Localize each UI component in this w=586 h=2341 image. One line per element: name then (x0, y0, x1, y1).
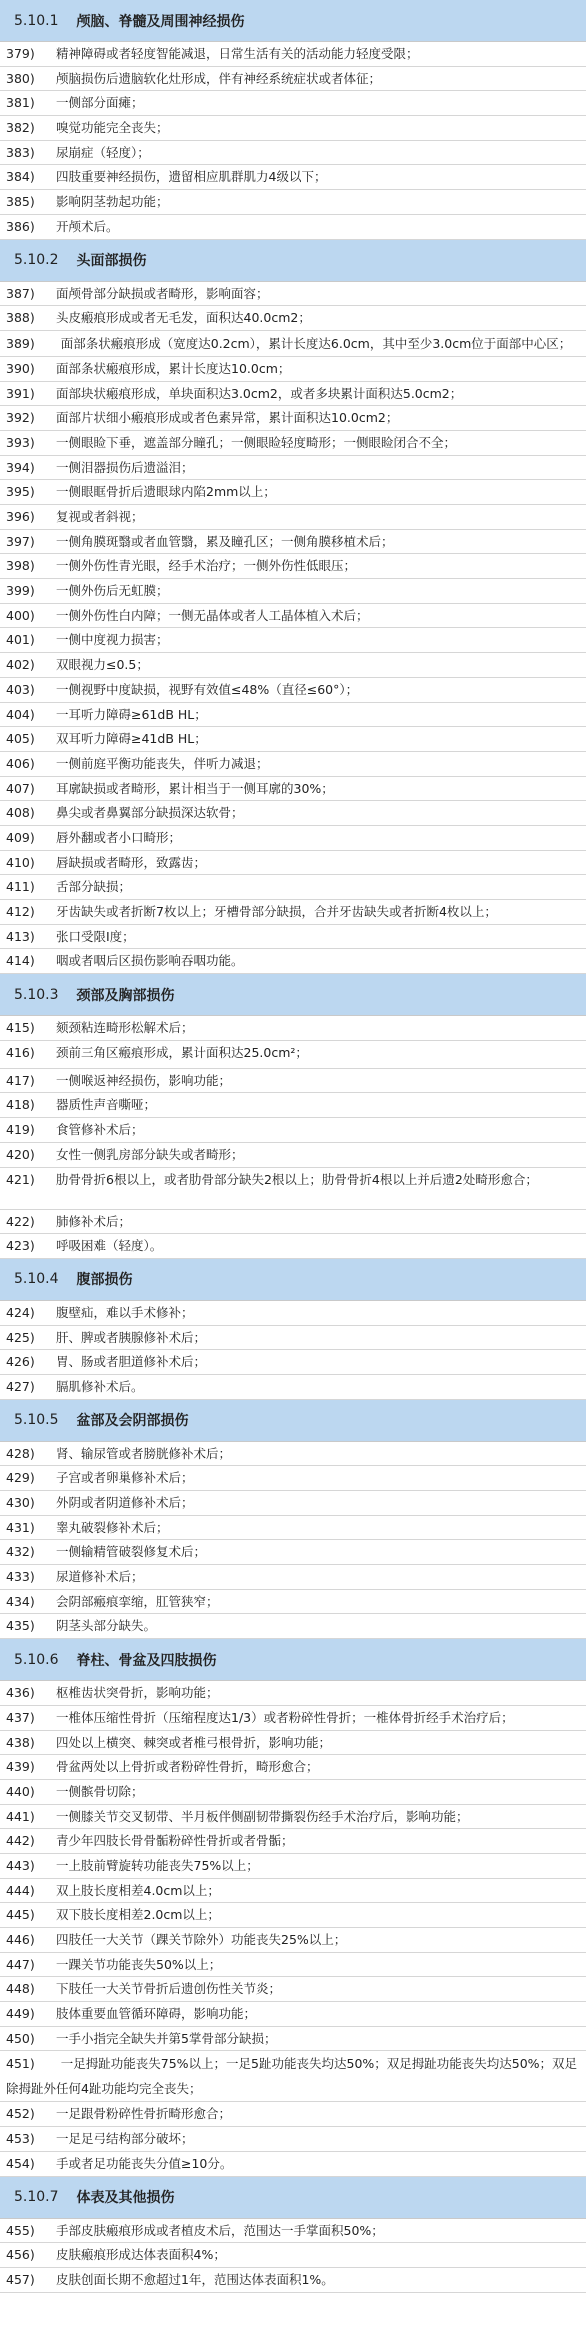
item-number: 425) (6, 1329, 35, 1345)
list-item (0, 851, 586, 876)
section-header (0, 2177, 586, 2219)
section-number: 5.10.1 (14, 12, 59, 29)
item-number: 428) (6, 1445, 35, 1461)
list-item (0, 653, 586, 678)
item-number: 429) (6, 1470, 35, 1486)
item-number: 418) (6, 1097, 35, 1113)
list-item (0, 1301, 586, 1326)
item-number: 437) (6, 1709, 35, 1725)
list-item (0, 1614, 586, 1639)
item-number: 416) (6, 1044, 35, 1060)
item-number: 411) (6, 879, 35, 895)
list-item (0, 530, 586, 555)
list-item (0, 1829, 586, 1854)
item-number: 414) (6, 953, 35, 969)
list-item (0, 357, 586, 382)
item-number: 421) (6, 1171, 35, 1187)
section-header (0, 240, 586, 282)
item-text: 下肢任一大关节骨折后遗创伤性关节炎； (56, 1981, 282, 1997)
item-number: 415) (6, 1020, 35, 1036)
item-text: 头皮瘢痕形成或者无毛发，面积达40.0cm2； (56, 310, 311, 326)
item-text: 外阴或者阴道修补术后； (56, 1495, 194, 1510)
item-text: 腹壁疝，难以手术修补； (56, 1304, 194, 1320)
item-text: 面部条状瘢痕形成，累计长度达10.0cm； (56, 360, 291, 376)
item-text: 四肢重要神经损伤，遗留相应肌群肌力4级以下； (56, 169, 327, 185)
item-number: 405) (6, 731, 35, 747)
list-item (0, 116, 586, 141)
list-item (0, 1516, 586, 1541)
item-text: 一侧角膜斑翳或者血管翳，累及瞳孔区；一侧角膜移植术后； (56, 533, 394, 549)
item-text: 器质性声音嘶哑； (56, 1097, 157, 1113)
item-number: 401) (6, 632, 35, 648)
item-number: 396) (6, 509, 35, 524)
item-text: 肝、脾或者胰腺修补术后； (56, 1329, 207, 1345)
item-text: 枢椎齿状突骨折，影响功能； (56, 1685, 219, 1701)
item-text: 耳廓缺损或者畸形，累计相当于一侧耳廓的30%； (56, 780, 334, 796)
item-number: 388) (6, 310, 35, 326)
section-number: 5.10.4 (14, 1271, 59, 1288)
item-number: 435) (6, 1618, 35, 1634)
item-text: 一侧外伤性白内障；一侧无晶体或者人工晶体植入术后； (56, 607, 369, 623)
item-text: 颅脑损伤后遗脑软化灶形成，伴有神经系统症状或者体征； (56, 70, 382, 86)
list-item (0, 165, 586, 190)
item-text: 一手小指完全缺失并第5掌骨部分缺损； (56, 2030, 277, 2046)
list-item (0, 1780, 586, 1805)
item-text: 一侧外伤后无虹膜； (56, 583, 169, 599)
item-text: 一侧视野中度缺损，视野有效值≤48%（直径≤60°）； (56, 681, 359, 697)
list-item (0, 900, 586, 925)
item-text: 四肢任一大关节（踝关节除外）功能丧失25%以上； (56, 1932, 347, 1947)
list-item (0, 2152, 586, 2177)
item-number: 381) (6, 95, 35, 111)
section-title: 脊柱、骨盆及四肢损伤 (76, 1652, 217, 1669)
section-title: 颈部及胸部损伤 (76, 987, 175, 1004)
list-item (0, 1375, 586, 1400)
list-item (0, 1706, 586, 1731)
item-text: 一侧髌骨切除； (56, 1783, 144, 1799)
list-item (0, 2051, 586, 2102)
item-number: 424) (6, 1304, 35, 1320)
section-title: 体表及其他损伤 (76, 2190, 175, 2206)
section-title: 腹部损伤 (76, 1272, 133, 1289)
item-text: 唇外翻或者小口畸形； (56, 829, 182, 845)
list-item (0, 1326, 586, 1351)
item-number: 434) (6, 1593, 35, 1609)
item-text: 一侧泪器损伤后遗溢泪； (56, 459, 194, 475)
list-item (0, 1755, 586, 1780)
section-header (0, 974, 586, 1016)
item-text: 一侧外伤性青光眼，经手术治疗；一侧外伤性低眼压； (56, 558, 357, 574)
item-number: 407) (6, 780, 35, 796)
item-text: 一踝关节功能丧失50%以上； (56, 1956, 222, 1972)
item-number: 453) (6, 2131, 35, 2147)
item-number: 413) (6, 928, 35, 944)
item-text: 嗅觉功能完全丧失； (56, 120, 169, 136)
item-number: 402) (6, 657, 35, 673)
list-item (0, 91, 586, 116)
item-text: 面颅骨部分缺损或者畸形，影响面容； (56, 285, 269, 301)
list-item (0, 2102, 586, 2127)
list-item (0, 2027, 586, 2052)
item-text: 双上肢长度相差4.0cm以上； (56, 1882, 220, 1898)
item-number: 385) (6, 194, 35, 210)
item-number: 447) (6, 1956, 35, 1972)
item-number: 420) (6, 1146, 35, 1162)
item-number: 392) (6, 410, 35, 426)
item-number: 457) (6, 2271, 35, 2287)
item-text: 开颅术后。 (56, 218, 119, 234)
list-item (0, 826, 586, 851)
item-text: 一侧眼眶骨折后遗眼球内陷2mm以上； (56, 484, 276, 500)
list-item (0, 67, 586, 92)
item-number: 387) (6, 285, 35, 301)
item-text: 一足足弓结构部分破坏； (56, 2131, 194, 2147)
list-item (0, 727, 586, 752)
section-header (0, 0, 586, 42)
item-number: 440) (6, 1783, 35, 1799)
item-text: 肋骨骨折6根以上，或者肋骨部分缺失2根以上；肋骨骨折4根以上并后遗2处畸形愈合； (56, 1171, 538, 1187)
item-number: 384) (6, 169, 35, 185)
list-item (0, 2219, 586, 2244)
item-number: 445) (6, 1907, 35, 1923)
item-text: 一上肢前臂旋转功能丧失75%以上； (56, 1857, 259, 1873)
list-item (0, 2268, 586, 2293)
list-item (0, 949, 586, 974)
item-number: 442) (6, 1833, 35, 1849)
list-item (0, 1041, 586, 1069)
item-text: 一侧部分面瘫； (56, 95, 144, 111)
list-item (0, 215, 586, 240)
list-item (0, 505, 586, 530)
item-text: 牙齿缺失或者折断7枚以上；牙槽骨部分缺损，合并牙齿缺失或者折断4枚以上； (56, 904, 497, 919)
item-text: 青少年四肢长骨骨骺粉碎性骨折或者骨骺； (56, 1833, 294, 1849)
list-item (0, 1069, 586, 1094)
list-item (0, 777, 586, 802)
list-item (0, 1928, 586, 1953)
list-item (0, 1143, 586, 1168)
item-number: 382) (6, 120, 35, 136)
item-text: 面部条状瘢痕形成（宽度达0.2cm），累计长度达6.0cm，其中至少3.0cm位于面部中心区； (60, 335, 572, 351)
list-item (0, 480, 586, 505)
item-number: 400) (6, 607, 35, 623)
item-number: 423) (6, 1238, 35, 1254)
list-item (0, 752, 586, 777)
item-number: 397) (6, 533, 35, 549)
item-number: 432) (6, 1544, 35, 1560)
list-item (0, 306, 586, 331)
item-number: 433) (6, 1569, 35, 1585)
item-number: 443) (6, 1857, 35, 1873)
list-item (0, 703, 586, 728)
section-number: 5.10.7 (14, 2189, 59, 2205)
item-number: 452) (6, 2106, 35, 2122)
list-item (0, 1350, 586, 1375)
item-text: 一椎体压缩性骨折（压缩程度达1/3）或者粉碎性骨折；一椎体骨折经手术治疗后； (56, 1709, 514, 1725)
item-number: 456) (6, 2247, 35, 2263)
item-text: 双下肢长度相差2.0cm以上； (56, 1907, 220, 1923)
list-item (0, 678, 586, 703)
item-text: 一足跟骨粉碎性骨折畸形愈合； (56, 2106, 232, 2122)
item-text: 双耳听力障碍≥41dB HL； (56, 731, 207, 747)
list-item (0, 190, 586, 215)
item-text: 食管修补术后； (56, 1122, 144, 1138)
item-number: 455) (6, 2222, 35, 2238)
list-item (0, 1540, 586, 1565)
item-text: 手或者足功能丧失分值≥10分。 (56, 2155, 233, 2171)
item-number: 395) (6, 484, 35, 500)
item-number: 394) (6, 459, 35, 475)
list-item (0, 382, 586, 407)
item-number: 404) (6, 706, 35, 722)
list-item (0, 1565, 586, 1590)
item-text: 睾丸破裂修补术后； (56, 1519, 169, 1535)
list-item (0, 1953, 586, 1978)
item-text: 尿崩症（轻度）； (56, 144, 150, 160)
list-item (0, 456, 586, 481)
item-text: 面部片状细小瘢痕形成或者色素异常，累计面积达10.0cm2； (56, 410, 399, 426)
item-number: 410) (6, 854, 35, 870)
section-title: 颅脑、脊髓及周围神经损伤 (76, 13, 245, 30)
item-number: 449) (6, 2006, 35, 2022)
item-text: 皮肤瘢痕形成达体表面积4%； (56, 2247, 226, 2263)
item-text: 鼻尖或者鼻翼部分缺损深达软骨； (56, 805, 244, 821)
item-text: 手部皮肤瘢痕形成或者植皮术后，范围达一手掌面积50%； (56, 2222, 384, 2238)
item-number: 383) (6, 144, 35, 160)
item-number: 419) (6, 1122, 35, 1138)
item-text: 肺修补术后； (56, 1213, 132, 1229)
item-text: 呼吸困难（轻度）。 (56, 1238, 163, 1254)
section-header (0, 1639, 586, 1681)
item-text: 皮肤创面长期不愈超过1年，范围达体表面积1%。 (56, 2271, 334, 2287)
item-text: 颏颈粘连畸形松解术后； (56, 1020, 194, 1036)
section-title: 盆部及会阴部损伤 (76, 1413, 189, 1430)
item-text: 肾、输尿管或者膀胱修补术后； (56, 1445, 232, 1461)
list-item (0, 1731, 586, 1756)
item-number: 441) (6, 1808, 35, 1824)
item-text: 会阴部瘢痕挛缩，肛管狭窄； (56, 1593, 219, 1609)
item-text: 一侧输精管破裂修复术后； (56, 1544, 207, 1560)
item-number: 391) (6, 385, 35, 401)
item-text: 唇缺损或者畸形，致露齿； (56, 854, 207, 870)
item-text: 女性一侧乳房部分缺失或者畸形； (56, 1146, 244, 1162)
list-item (0, 1879, 586, 1904)
list-item (0, 1590, 586, 1615)
item-text: 一耳听力障碍≥61dB HL； (56, 706, 207, 722)
list-item (0, 925, 586, 950)
list-item (0, 431, 586, 456)
item-number: 408) (6, 805, 35, 821)
item-text: 膈肌修补术后。 (56, 1378, 144, 1394)
list-item (0, 1016, 586, 1041)
list-item (0, 554, 586, 579)
list-item (0, 1681, 586, 1706)
section-number: 5.10.3 (14, 986, 59, 1003)
list-item (0, 1234, 586, 1259)
item-number: 380) (6, 70, 35, 86)
item-text: 一侧眼睑下垂，遮盖部分瞳孔；一侧眼睑轻度畸形；一侧眼睑闭合不全； (56, 434, 457, 450)
item-text: 双眼视力≤0.5； (56, 657, 149, 673)
item-text: 一侧中度视力损害； (56, 632, 169, 648)
item-text: 阴茎头部分缺失。 (56, 1618, 157, 1634)
list-item (0, 604, 586, 629)
list-item (0, 1442, 586, 1467)
item-text: 一足拇趾功能丧失75%以上；一足5趾功能丧失均达50%；双足拇趾功能丧失均达50%；双足除拇趾外任何4趾功能均完全丧失； (6, 2056, 578, 2097)
item-number: 409) (6, 829, 35, 845)
item-text: 精神障碍或者轻度智能减退，日常生活有关的活动能力轻度受限； (56, 46, 419, 61)
item-text: 胃、肠或者胆道修补术后； (56, 1354, 207, 1370)
list-item (0, 2243, 586, 2268)
section-number: 5.10.6 (14, 1651, 59, 1668)
list-item (0, 1805, 586, 1830)
item-text: 一侧前庭平衡功能丧失，伴听力减退； (56, 755, 269, 771)
list-item (0, 1854, 586, 1879)
list-item (0, 1491, 586, 1516)
list-item (0, 2127, 586, 2152)
section-title: 头面部损伤 (76, 253, 147, 269)
item-number: 438) (6, 1734, 35, 1750)
item-text: 一侧喉返神经损伤，影响功能； (56, 1072, 232, 1088)
item-text: 四处以上横突、棘突或者椎弓根骨折，影响功能； (56, 1734, 332, 1750)
item-text: 影响阴茎勃起功能； (56, 194, 169, 210)
item-number: 406) (6, 755, 35, 771)
item-text: 骨盆两处以上骨折或者粉碎性骨折，畸形愈合； (56, 1759, 319, 1775)
item-text: 尿道修补术后； (56, 1569, 144, 1585)
item-number: 399) (6, 583, 35, 599)
section-number: 5.10.5 (14, 1412, 59, 1429)
item-text: 咽或者咽后区损伤影响吞咽功能。 (56, 953, 244, 969)
list-item (0, 331, 586, 357)
item-number: 427) (6, 1378, 35, 1394)
section-header (0, 1400, 586, 1442)
item-number: 398) (6, 558, 35, 574)
list-item (0, 801, 586, 826)
list-item (0, 1903, 586, 1928)
item-number: 390) (6, 360, 35, 376)
list-item (0, 1210, 586, 1235)
list-item (0, 1168, 586, 1210)
list-item (0, 2002, 586, 2027)
list-item (0, 282, 586, 307)
list-item (0, 579, 586, 604)
item-number: 444) (6, 1882, 35, 1898)
list-item (0, 406, 586, 431)
item-number: 403) (6, 681, 35, 697)
list-item (0, 1977, 586, 2002)
item-number: 430) (6, 1495, 35, 1510)
item-number: 389) (6, 335, 35, 351)
item-number: 448) (6, 1981, 35, 1997)
list-item (0, 1118, 586, 1143)
list-item (0, 42, 586, 67)
item-number: 436) (6, 1685, 35, 1701)
item-text: 子宫或者卵巢修补术后； (56, 1470, 194, 1486)
item-number: 446) (6, 1932, 35, 1947)
item-number: 386) (6, 218, 35, 234)
item-number: 422) (6, 1213, 35, 1229)
item-number: 431) (6, 1519, 35, 1535)
item-text: 张口受限Ⅰ度； (56, 928, 135, 944)
item-number: 451) (6, 2056, 35, 2072)
item-number: 412) (6, 904, 35, 919)
item-number: 450) (6, 2030, 35, 2046)
item-number: 393) (6, 434, 35, 450)
item-number: 426) (6, 1354, 35, 1370)
item-text: 颈前三角区瘢痕形成，累计面积达25.0cm²； (56, 1044, 308, 1060)
item-text: 肢体重要血管循环障碍，影响功能； (56, 2006, 257, 2022)
list-item (0, 1466, 586, 1491)
item-text: 舌部分缺损； (56, 879, 132, 895)
item-number: 417) (6, 1072, 35, 1088)
list-item (0, 628, 586, 653)
list-item (0, 141, 586, 166)
item-text: 一侧膝关节交叉韧带、半月板伴侧副韧带撕裂伤经手术治疗后，影响功能； (56, 1808, 469, 1824)
item-number: 454) (6, 2155, 35, 2171)
section-header (0, 1259, 586, 1301)
list-item (0, 875, 586, 900)
item-number: 439) (6, 1759, 35, 1775)
item-number: 379) (6, 46, 35, 61)
item-text: 面部块状瘢痕形成，单块面积达3.0cm2，或者多块累计面积达5.0cm2； (56, 385, 463, 401)
section-number: 5.10.2 (14, 252, 59, 268)
item-text: 复视或者斜视； (56, 509, 144, 524)
list-item (0, 1093, 586, 1118)
